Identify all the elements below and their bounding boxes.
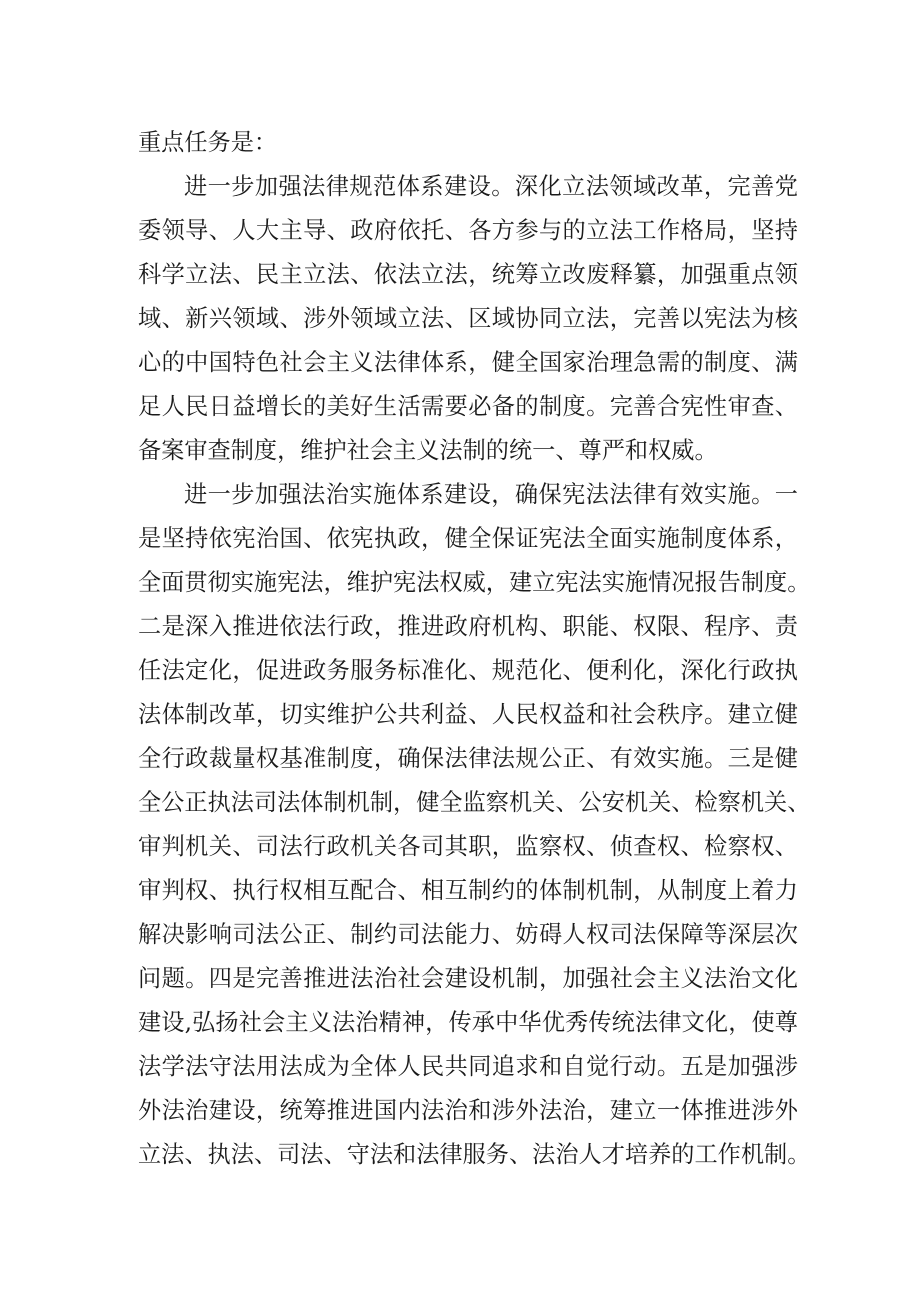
text-line: 立法、执法、司法、守法和法律服务、法治人才培养的工作机制。: [138, 1141, 811, 1168]
text-line: 备案审查制度，维护社会主义法制的统一、尊严和权威。: [138, 437, 718, 464]
paragraph-1-first-line: 进一步加强法律规范体系建设。深化立法领域改革，完善党: [184, 173, 798, 200]
text-line: 全公正执法司法体制机制，健全监察机关、公安机关、检察机关、: [138, 789, 811, 816]
paragraph-2-first-line: 进一步加强法治实施体系建设，确保宪法法律有效实施。一: [184, 481, 798, 508]
text-line: 二是深入推进依法行政，推进政府机构、职能、权限、程序、责: [138, 613, 798, 640]
text-line: 是坚持依宪治国、依宪执政，健全保证宪法全面实施制度体系，: [138, 525, 798, 552]
text-line: 委领导、人大主导、政府依托、各方参与的立法工作格局，坚持: [138, 217, 798, 244]
text-line: 问题。四是完善推进法治社会建设机制，加强社会主义法治文化: [138, 965, 798, 992]
text-line: 外法治建设，统筹推进国内法治和涉外法治，建立一体推进涉外: [138, 1097, 798, 1124]
text-line: 法体制改革，切实维护公共利益、人民权益和社会秩序。建立健: [138, 701, 798, 728]
text-line: 审判机关、司法行政机关各司其职，监察权、侦查权、检察权、: [138, 833, 798, 860]
text-line: 心的中国特色社会主义法律体系，健全国家治理急需的制度、满: [138, 349, 798, 376]
text-line: 法学法守法用法成为全体人民共同追求和自觉行动。五是加强涉: [138, 1053, 798, 1080]
text-line: 域、新兴领域、涉外领域立法、区域协同立法，完善以宪法为核: [138, 305, 798, 332]
text-line-1: 重点任务是：: [138, 129, 278, 156]
text-line: 任法定化，促进政务服务标准化、规范化、便利化，深化行政执: [138, 657, 798, 684]
text-line: 建设,弘扬社会主义法治精神，传承中华优秀传统法律文化，使尊: [138, 1009, 798, 1036]
text-line: 解决影响司法公正、制约司法能力、妨碍人权司法保障等深层次: [138, 921, 798, 948]
text-line: 全行政裁量权基准制度，确保法律法规公正、有效实施。三是健: [138, 745, 798, 772]
text-line: 审判权、执行权相互配合、相互制约的体制机制，从制度上着力: [138, 877, 798, 904]
text-line: 科学立法、民主立法、依法立法，统筹立改废释纂，加强重点领: [138, 261, 798, 288]
text-line: 全面贯彻实施宪法，维护宪法权威，建立宪法实施情况报告制度。: [138, 569, 811, 596]
text-line: 足人民日益增长的美好生活需要必备的制度。完善合宪性审查、: [138, 393, 798, 420]
